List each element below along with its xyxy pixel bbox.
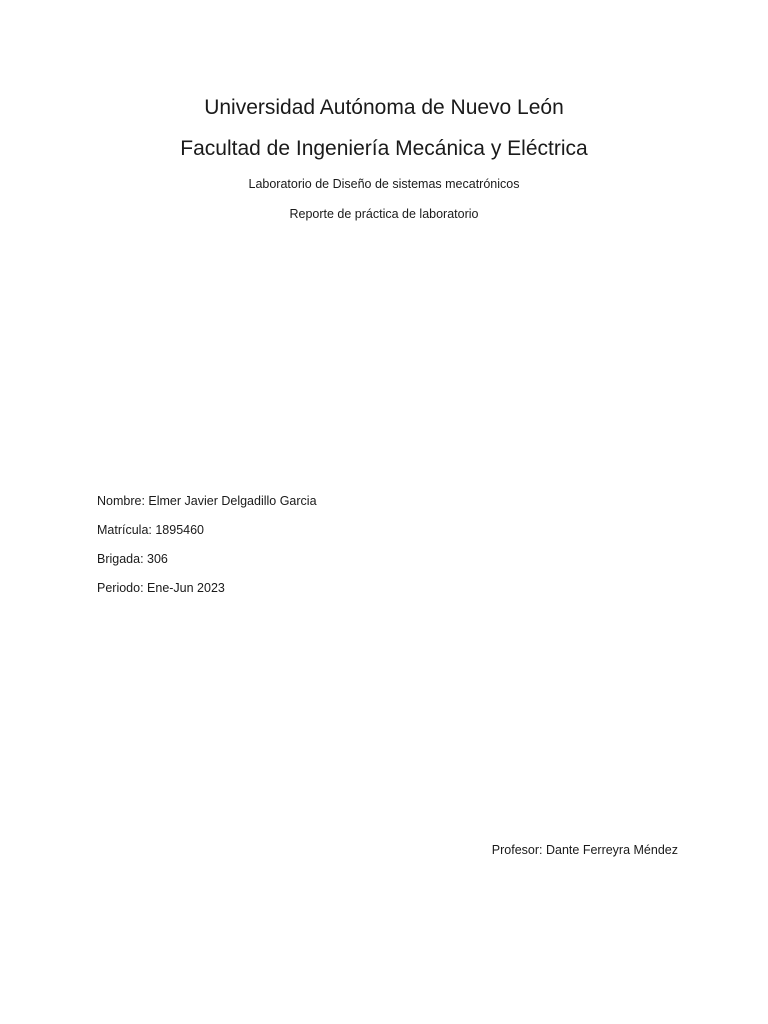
student-group: Brigada: 306 [97,552,168,566]
student-id: Matrícula: 1895460 [97,523,205,537]
university-title: Universidad Autónoma de Nuevo León [204,96,564,119]
professor-name: Profesor: Dante Ferreyra Méndez [491,843,678,857]
student-name: Nombre: Elmer Javier Delgadillo Garcia [97,494,317,508]
lab-subtitle: Laboratorio de Diseño de sistemas mecatrónicos [248,177,520,191]
report-subtitle: Reporte de práctica de laboratorio [289,207,479,221]
student-period: Periodo: Ene-Jun 2023 [97,581,225,595]
faculty-title: Facultad de Ingeniería Mecánica y Eléctrica [180,137,588,160]
